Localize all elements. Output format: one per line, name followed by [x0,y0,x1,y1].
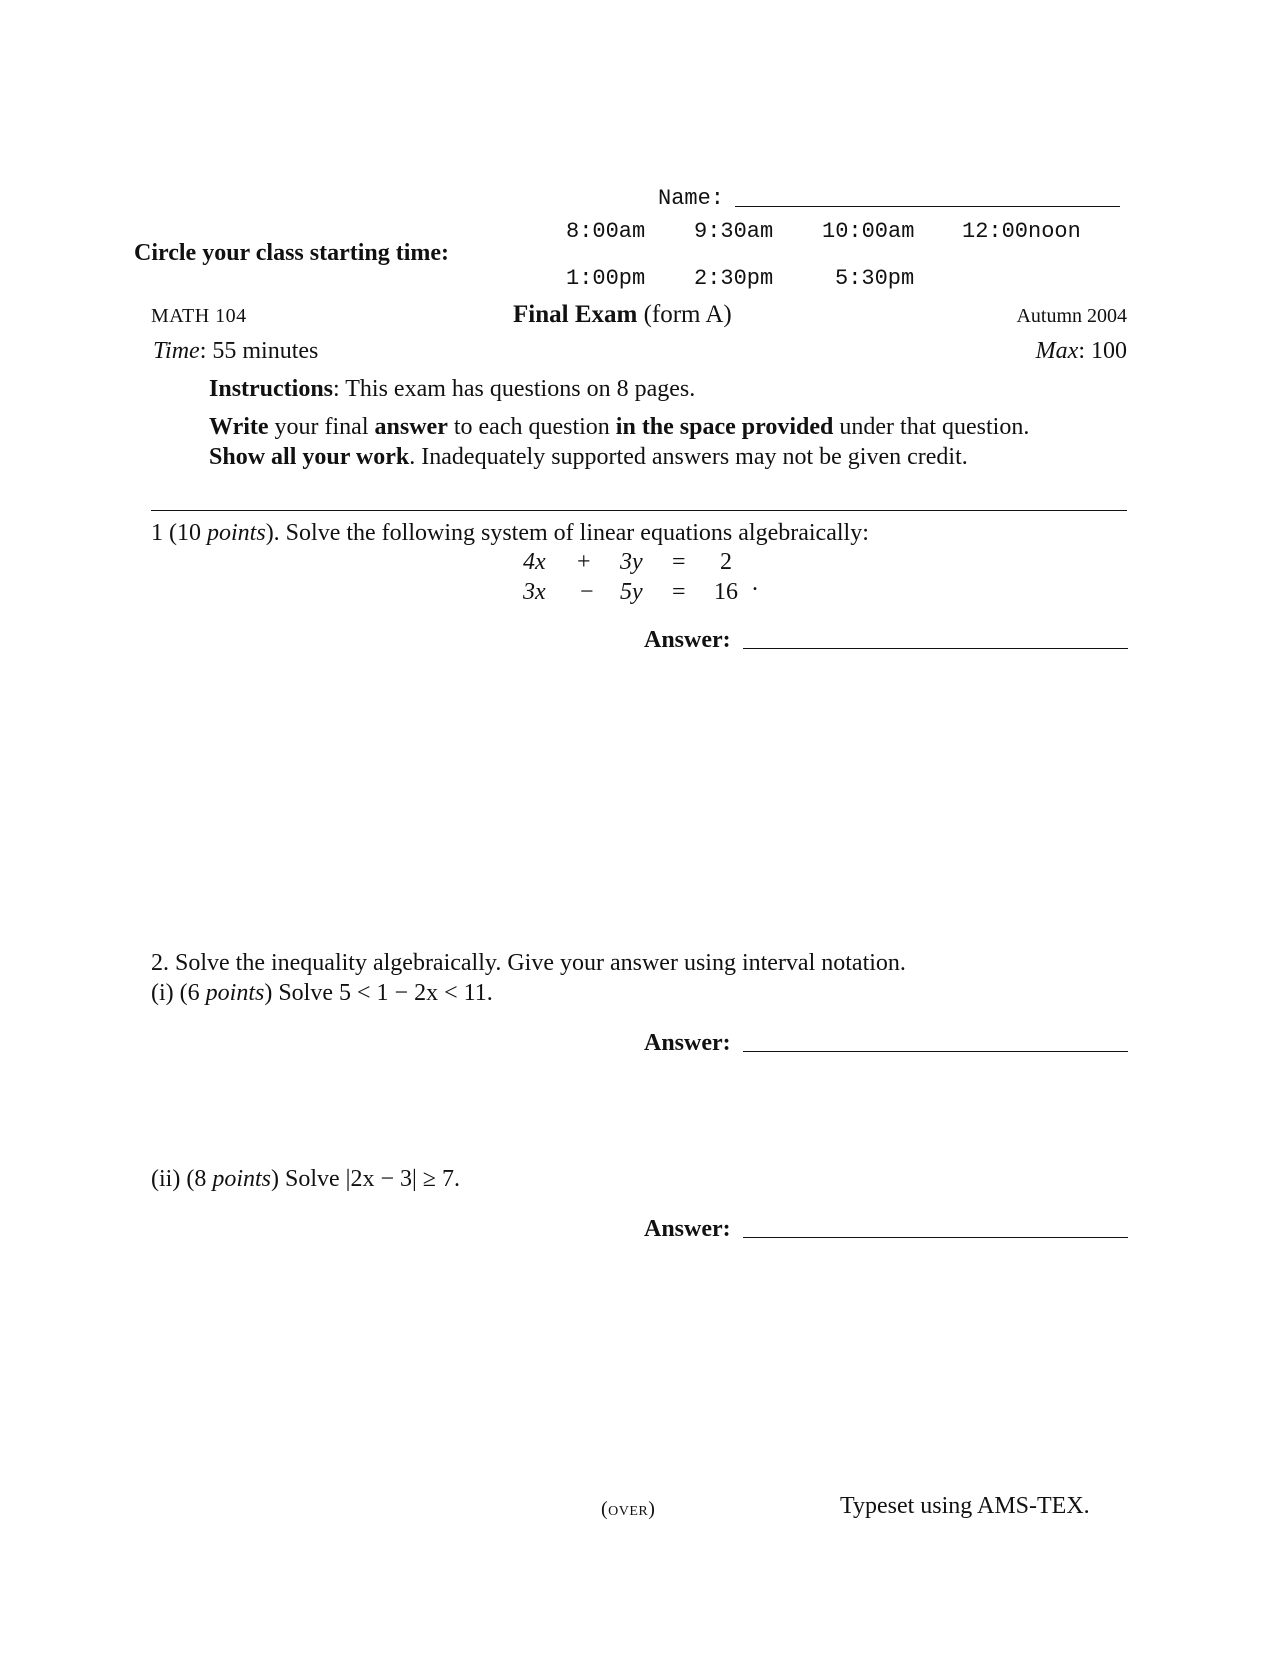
eq2-op: − [580,579,594,605]
typeset-note: Typeset using AMS-TEX. [840,1493,1090,1519]
instructions-paragraph [209,412,1079,472]
time-option[interactable]: 9:30am [694,219,774,244]
exam-title [513,301,732,329]
name-label: Name: [658,186,725,211]
question-2-prompt: 2. Solve the inequality algebraically. Give your answer using interval notation. [151,950,906,976]
time-option[interactable]: 12:00noon [962,219,1081,244]
divider [151,510,1127,511]
instr-text-d: . Inadequately supported answers may not be given credit. [409,444,968,470]
question-2i-prompt [151,980,493,1007]
question-1-prompt [151,520,869,547]
instr-text-c: under that question. [833,414,1030,440]
answer-field-2ii[interactable] [743,1237,1128,1238]
exam-title-main: Final Exam [513,301,638,328]
answer-field-1[interactable] [743,648,1128,649]
eq1-term-x: 4x [523,549,546,575]
q2ii-prefix: (ii) (8 [151,1166,213,1192]
instr-text-a: your final [268,414,375,440]
circle-time-label: Circle your class starting time: [134,240,450,266]
answer-label-2i: Answer: [644,1030,731,1056]
instructions-text: : This exam has questions on 8 pages. [333,376,696,402]
q2i-points: points [205,980,265,1006]
max-label: Max [1035,338,1079,364]
instr-show: Show all your work [209,444,410,470]
q1-prefix: 1 (10 [151,520,207,546]
instructions-label: Instructions [209,376,334,402]
over-note: (over) [601,1498,656,1520]
answer-label-2ii: Answer: [644,1216,731,1242]
time-option[interactable]: 8:00am [566,219,646,244]
time-option[interactable]: 5:30pm [835,266,915,291]
time-allowed [153,338,318,365]
max-points [1036,338,1127,365]
time-option[interactable]: 2:30pm [694,266,774,291]
term: Autumn 2004 [1016,305,1127,327]
q1-points: points [207,520,266,546]
eq2-equals: = [672,579,686,605]
instr-write: Write [209,414,269,440]
time-value: : 55 minutes [199,338,319,364]
time-label: Time [153,338,200,364]
instr-answer: answer [374,414,448,440]
eq2-rhs: 16 [714,579,738,605]
q2ii-suffix: ) Solve |2x − 3| ≥ 7. [271,1166,460,1192]
eq2-term-x: 3x [523,579,546,605]
eq1-term-y: 3y [620,549,643,575]
question-2ii-prompt [151,1166,460,1193]
eq2-term-y: 5y [620,579,643,605]
answer-label-1: Answer: [644,627,731,653]
name-field[interactable] [735,206,1120,207]
q2i-prefix: (i) (6 [151,980,206,1006]
instr-space: in the space provided [615,414,834,440]
max-value: : 100 [1078,338,1127,364]
eq1-rhs: 2 [720,549,732,575]
time-option[interactable]: 1:00pm [566,266,646,291]
instructions-line [209,376,695,403]
q2i-suffix: ) Solve 5 < 1 − 2x < 11. [264,980,493,1006]
eq1-equals: = [672,549,686,575]
exam-form: (form A) [643,301,732,328]
time-option[interactable]: 10:00am [822,219,915,244]
course-code: MATH 104 [151,305,247,327]
eq1-op: + [577,549,591,575]
instr-text-b: to each question [447,414,616,440]
q2ii-points: points [212,1166,271,1192]
q1-suffix: ). Solve the following system of linear equations algebraically: [265,520,869,546]
eq-period: . [752,570,758,596]
answer-field-2i[interactable] [743,1051,1128,1052]
